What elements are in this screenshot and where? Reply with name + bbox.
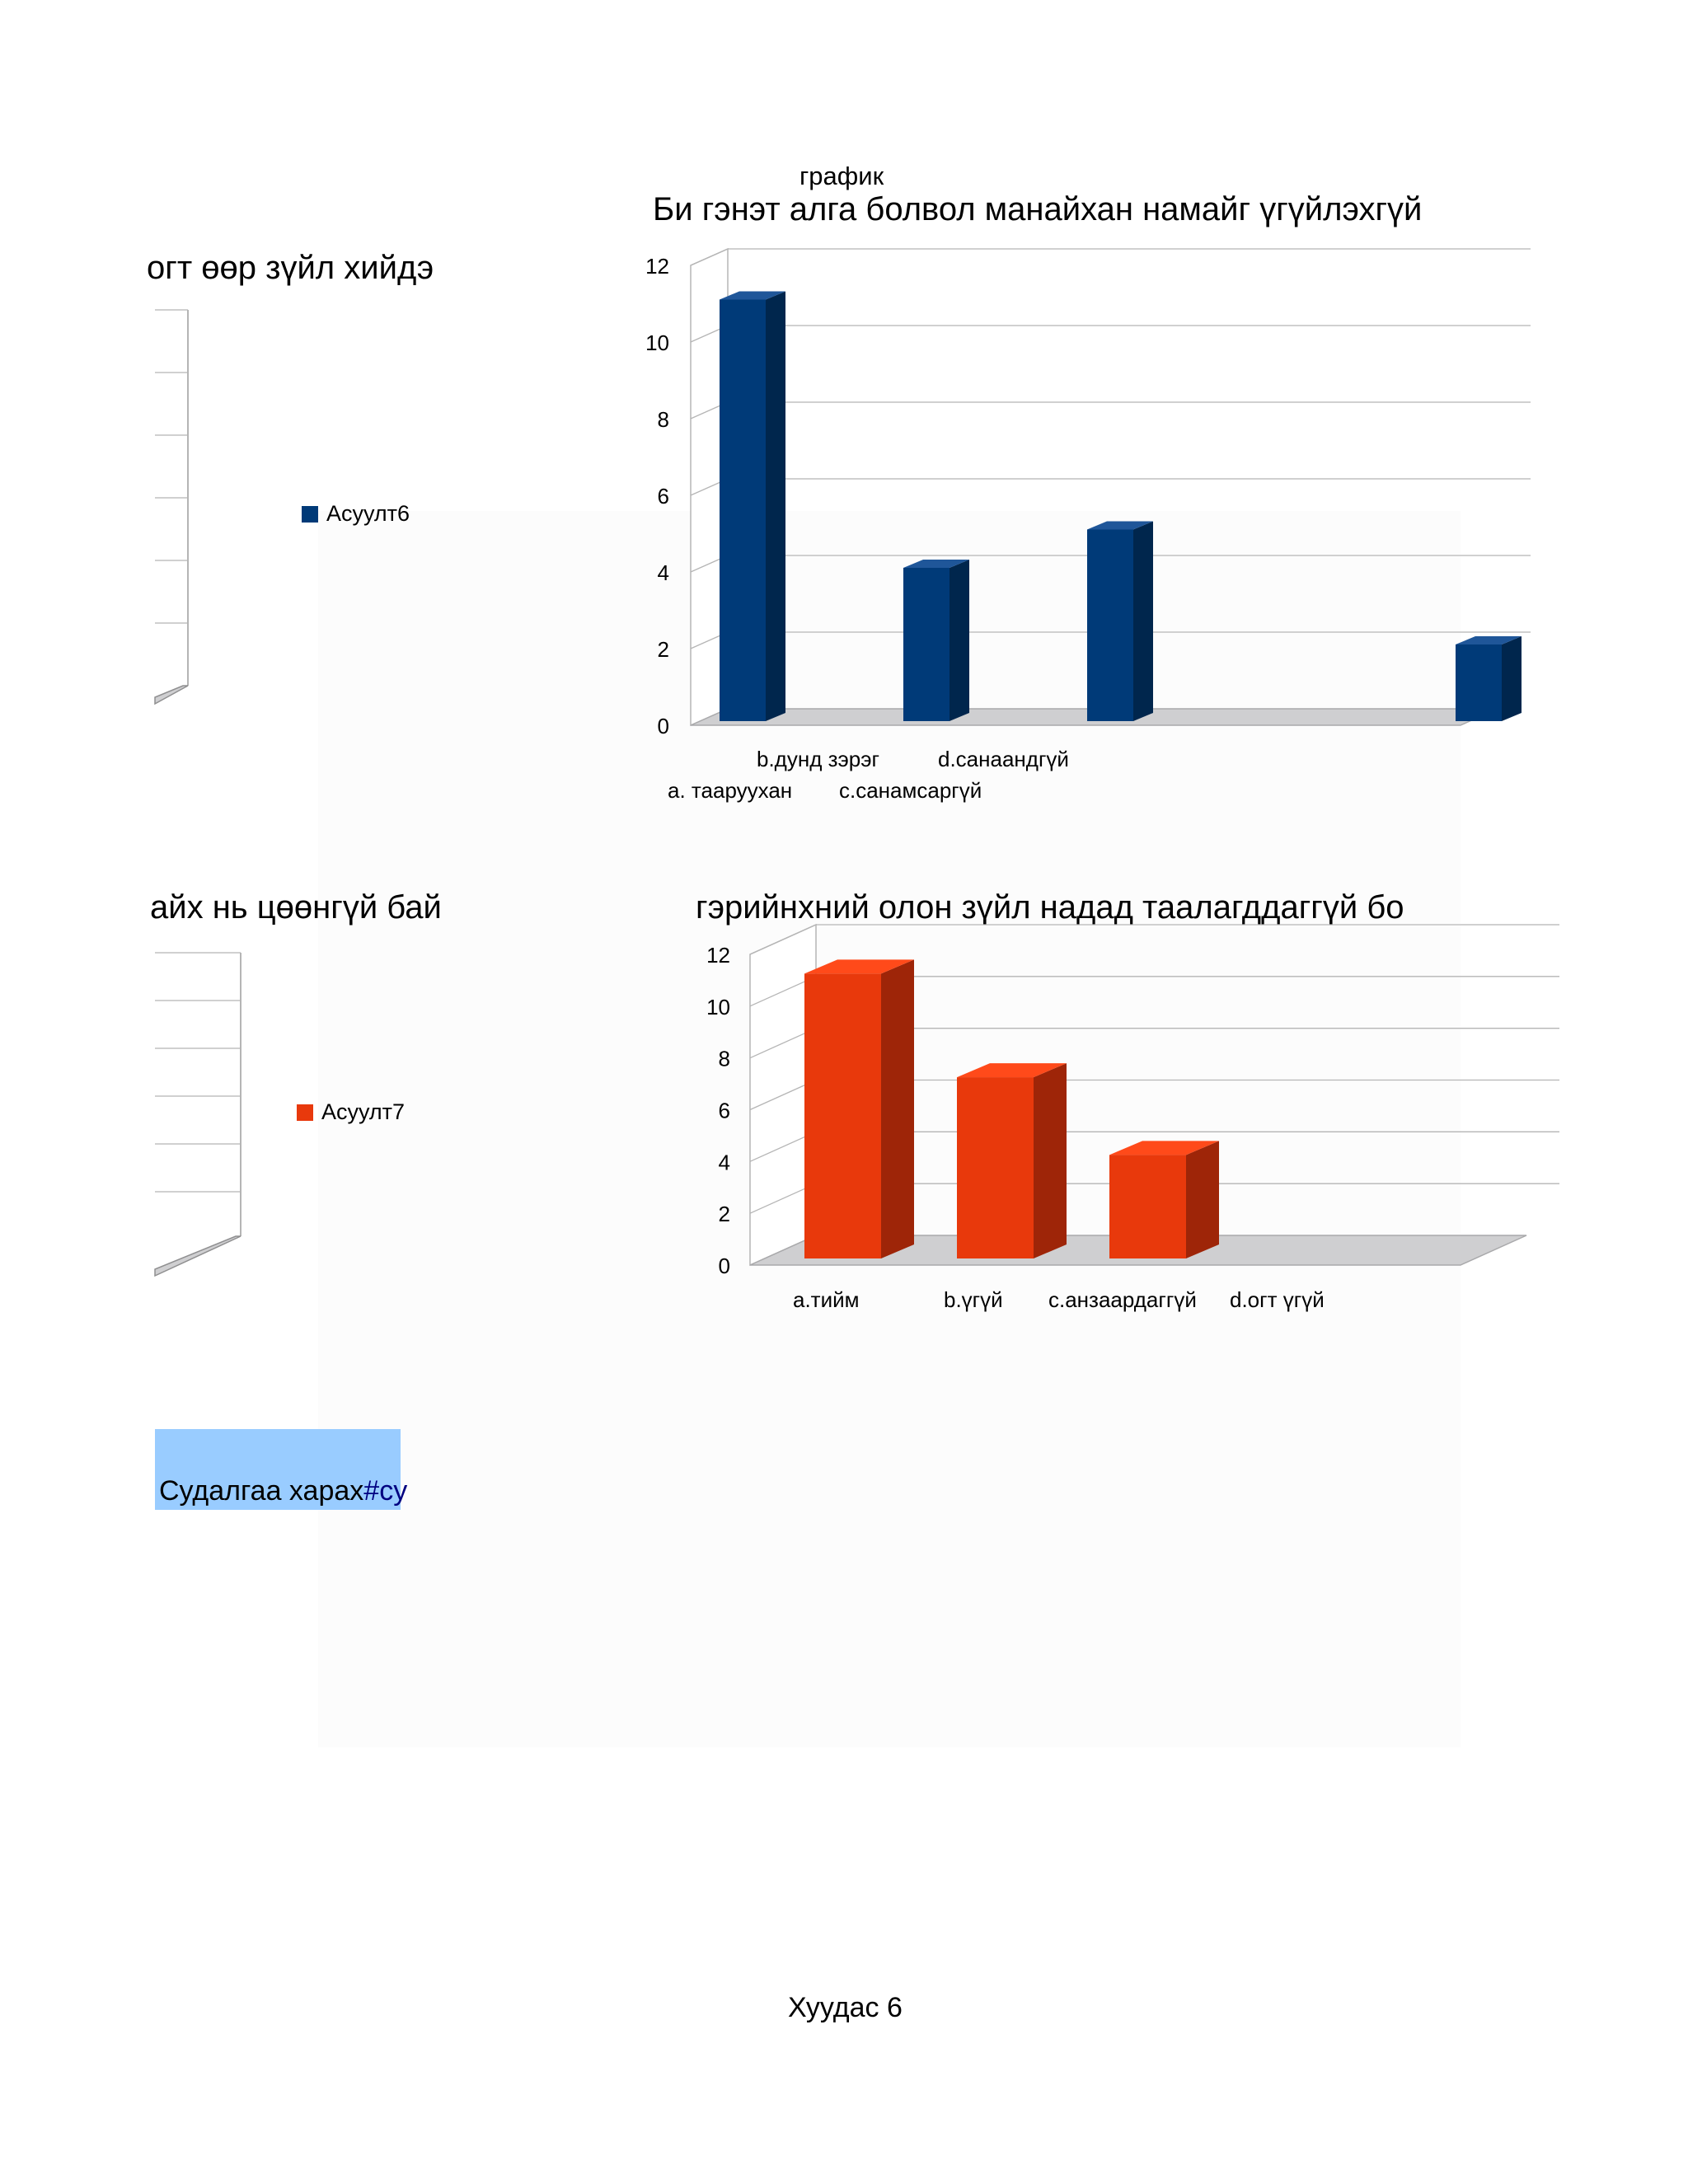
y-tick-label: 2 [657,637,669,662]
chart-asuult7-left [150,882,453,1294]
chart-title: айх нь цөөнгүй бай [150,889,442,926]
chart-floor [155,1236,241,1276]
bar [1456,644,1502,721]
y-tick-label: 0 [657,714,669,738]
bar [804,973,881,1258]
y-tick-label: 10 [645,330,669,355]
survey-link-anchor: #су [363,1475,408,1507]
legend-asuult7 [297,1099,405,1125]
x-tick-label: c.анзаардаггүй [1048,1287,1197,1312]
legend-label: Асуулт7 [321,1099,406,1124]
chart-3-plot [155,953,241,1276]
chart-2-svg [626,191,1461,818]
x-tick-label: c.санамсаргүй [839,778,982,803]
bar-side [1034,1063,1067,1258]
y-tick-label: 8 [718,1046,730,1071]
chart-2-plot [645,249,1531,803]
chart-1-plot [155,310,188,704]
chart-asuult7-main [626,882,1461,1327]
bar [720,300,766,722]
page-header: график [799,162,884,190]
survey-link[interactable] [159,1475,407,1507]
bar [1109,1155,1186,1258]
survey-link-label: Судалгаа харах [159,1475,364,1507]
y-tick-label: 4 [718,1150,730,1175]
chart-4-plot [706,925,1559,1312]
legend-asuult6 [302,501,410,527]
bar-side [950,560,969,721]
chart-asuult6-left [147,239,453,733]
bar-side [766,292,785,722]
y-tick-label: 10 [706,994,730,1019]
y-tick-label: 12 [645,254,669,279]
chart-title: гэрийнхний олон зүйл надад таалагддаггүй бо [696,889,1404,926]
y-tick-label: 4 [657,560,669,585]
chart-1-svg [147,239,453,733]
y-tick-label: 2 [718,1202,730,1227]
y-tick-label: 6 [657,484,669,509]
chart-3-svg [150,882,453,1294]
bar [903,568,950,721]
page-footer: Хуудас 6 [788,1992,903,2023]
chart-title: огт өөр зүйл хийдэ [147,250,434,286]
legend-label: Асуулт6 [326,501,410,526]
x-tick-label: d.огт үгүй [1230,1287,1325,1312]
y-tick-label: 8 [657,407,669,432]
legend-swatch [297,1104,313,1121]
chart-asuult6-main [626,191,1461,818]
y-tick-label: 0 [718,1254,730,1278]
x-tick-label: b.үгүй [944,1287,1003,1312]
survey-link-cell[interactable] [155,1429,408,1510]
x-tick-label: d.санаандгүй [938,747,1069,771]
y-tick-label: 6 [718,1098,730,1123]
x-tick-label: b.дунд зэрэг [757,747,880,771]
chart-title: Би гэнэт алга болвол манайхан намайг үгүйлэхгүй [653,191,1423,227]
bar-side [1502,636,1522,721]
bar-side [1133,522,1153,722]
legend-swatch [302,506,318,523]
x-tick-label: a.тийм [793,1287,860,1312]
bar [1087,530,1133,722]
bar-side [881,959,914,1258]
y-tick-label: 12 [706,943,730,968]
bar [957,1077,1034,1258]
x-tick-label: a. тааруухан [668,778,793,803]
chart-floor [155,686,188,704]
bar-side [1186,1141,1219,1258]
chart-4-svg [626,882,1461,1327]
